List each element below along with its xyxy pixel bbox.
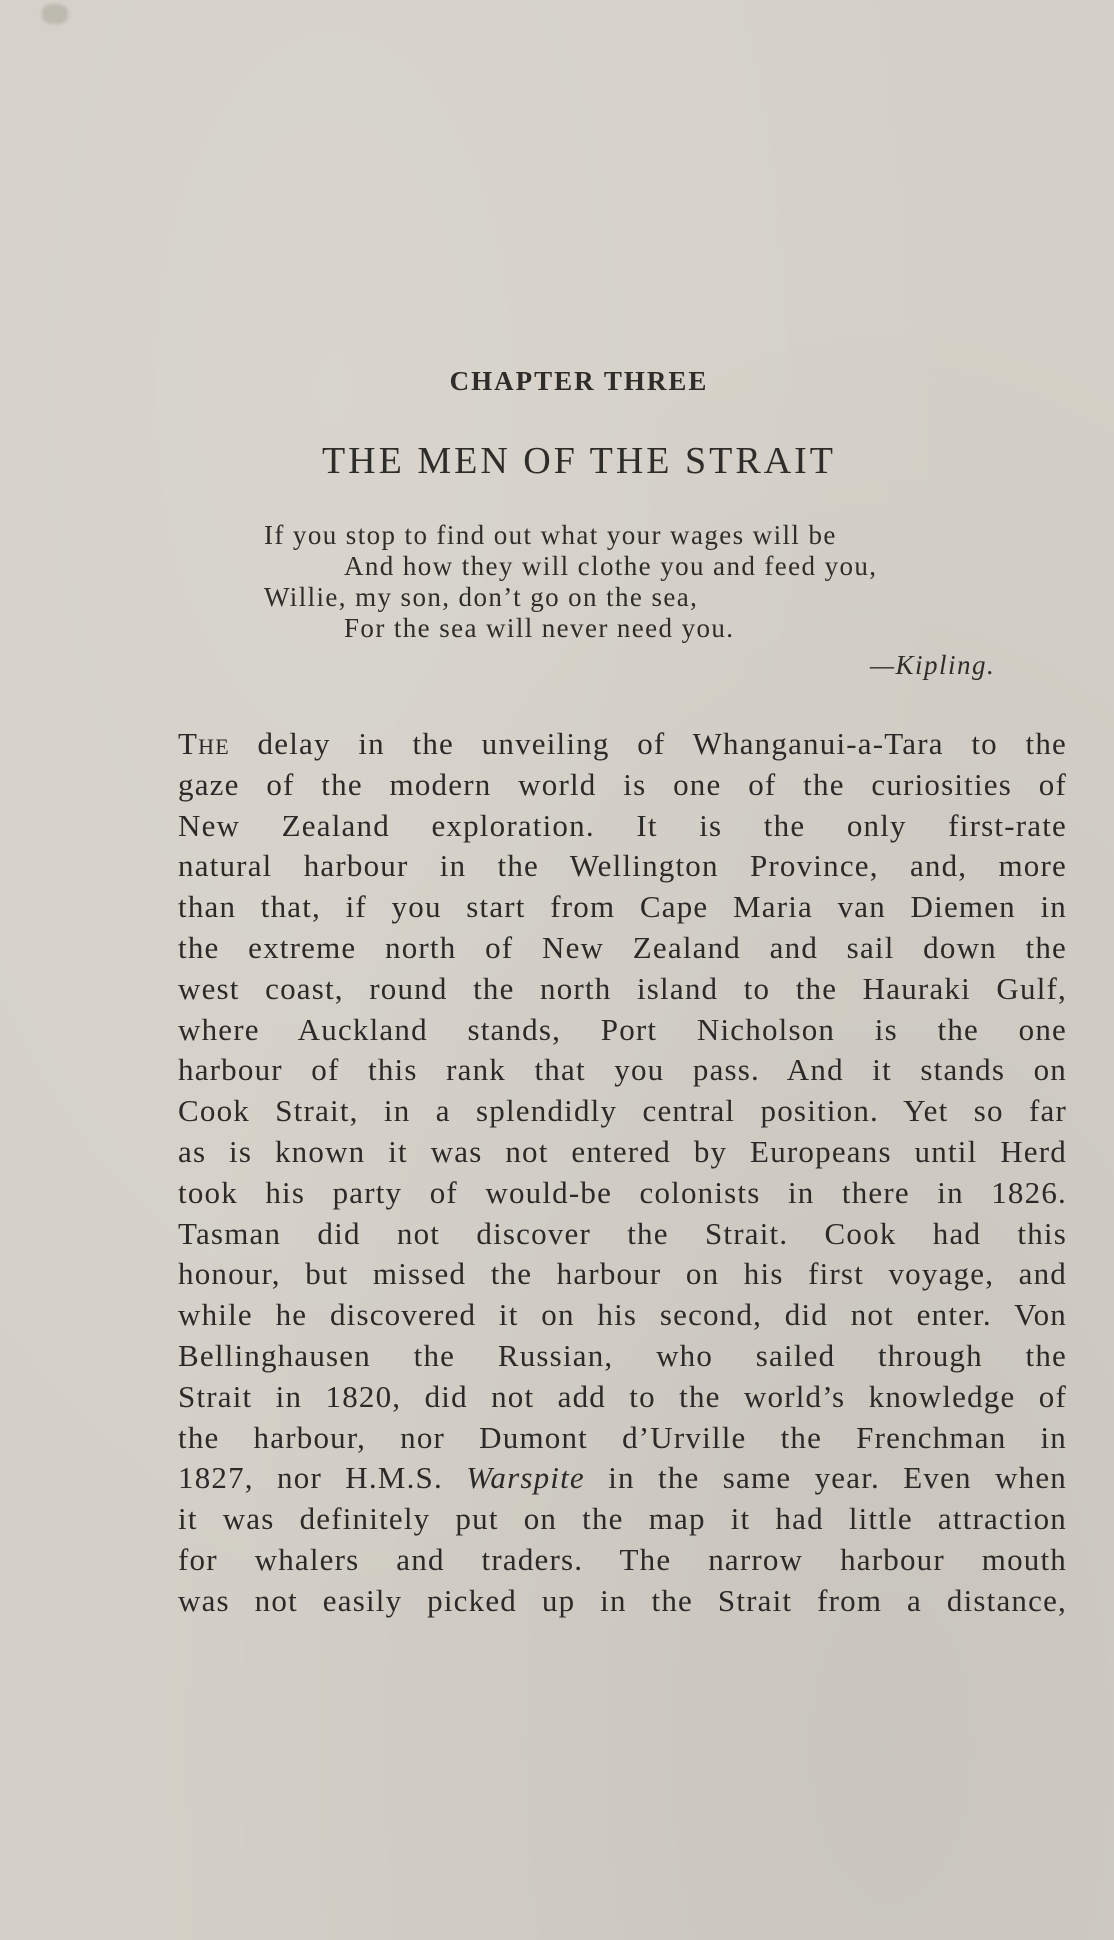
paper-blemish (42, 4, 68, 24)
chapter-title: THE MEN OF THE STRAIT (321, 440, 837, 482)
epigraph-line: If you stop to find out what your wages will be (264, 520, 837, 550)
body-line: Cook Strait, in a splendidly central position. Yet so far (178, 1093, 1067, 1129)
body-line: the harbour, nor Dumont d’Urville the Frenchman in (178, 1419, 1067, 1455)
ship-name: Warspite (466, 1460, 585, 1496)
body-line: as is known it was not entered by Europeans until Herd (178, 1133, 1067, 1169)
body-line-text: in the same year. Even when (608, 1460, 1067, 1496)
epigraph-line: For the sea will never need you. (344, 613, 735, 643)
body-line: than that, if you start from Cape Maria van Diemen in (178, 889, 1067, 925)
body-line: was not easily picked up in the Strait from a distance, (178, 1582, 1067, 1618)
body-paragraph (178, 724, 1067, 1622)
epigraph (264, 520, 1024, 644)
body-line: Bellinghausen the Russian, who sailed through the (178, 1337, 1067, 1373)
body-line: Strait in 1820, did not add to the world’s knowledge of (178, 1378, 1067, 1414)
chapter-label: CHAPTER THREE (449, 366, 709, 396)
body-line-text: 1827, nor H.M.S. (178, 1460, 443, 1496)
body-line: honour, but missed the harbour on his first voyage, and (178, 1256, 1067, 1292)
body-line: New Zealand exploration. It is the only first-rate (178, 807, 1067, 843)
body-line: the extreme north of New Zealand and sail down the (178, 929, 1067, 965)
body-line: harbour of this rank that you pass. And it stands on (178, 1052, 1067, 1088)
body-line: where Auckland stands, Port Nicholson is the one (178, 1011, 1067, 1047)
body-line (178, 1458, 1067, 1499)
body-line: natural harbour in the Wellington Province, and, more (178, 848, 1067, 884)
body-line: while he discovered it on his second, did not enter. Von (178, 1297, 1067, 1333)
body-line: gaze of the modern world is one of the curiosities of (178, 766, 1067, 802)
epigraph-line: Willie, my son, don’t go on the sea, (264, 582, 699, 612)
drop-word: The (178, 726, 230, 761)
body-line: Tasman did not discover the Strait. Cook had this (178, 1215, 1067, 1251)
body-line: it was definitely put on the map it had little attraction (178, 1501, 1067, 1537)
epigraph-attribution: —Kipling. (870, 650, 996, 680)
body-line: took his party of would-be colonists in there in 1826. (178, 1174, 1067, 1210)
body-line (178, 724, 1067, 765)
epigraph-line: And how they will clothe you and feed you, (344, 551, 878, 581)
body-line: for whalers and traders. The narrow harbour mouth (178, 1541, 1067, 1577)
body-line: west coast, round the north island to the Hauraki Gulf, (178, 970, 1067, 1006)
body-line-text: delay in the unveiling of Whanganui-a-Tara to the (257, 726, 1067, 761)
